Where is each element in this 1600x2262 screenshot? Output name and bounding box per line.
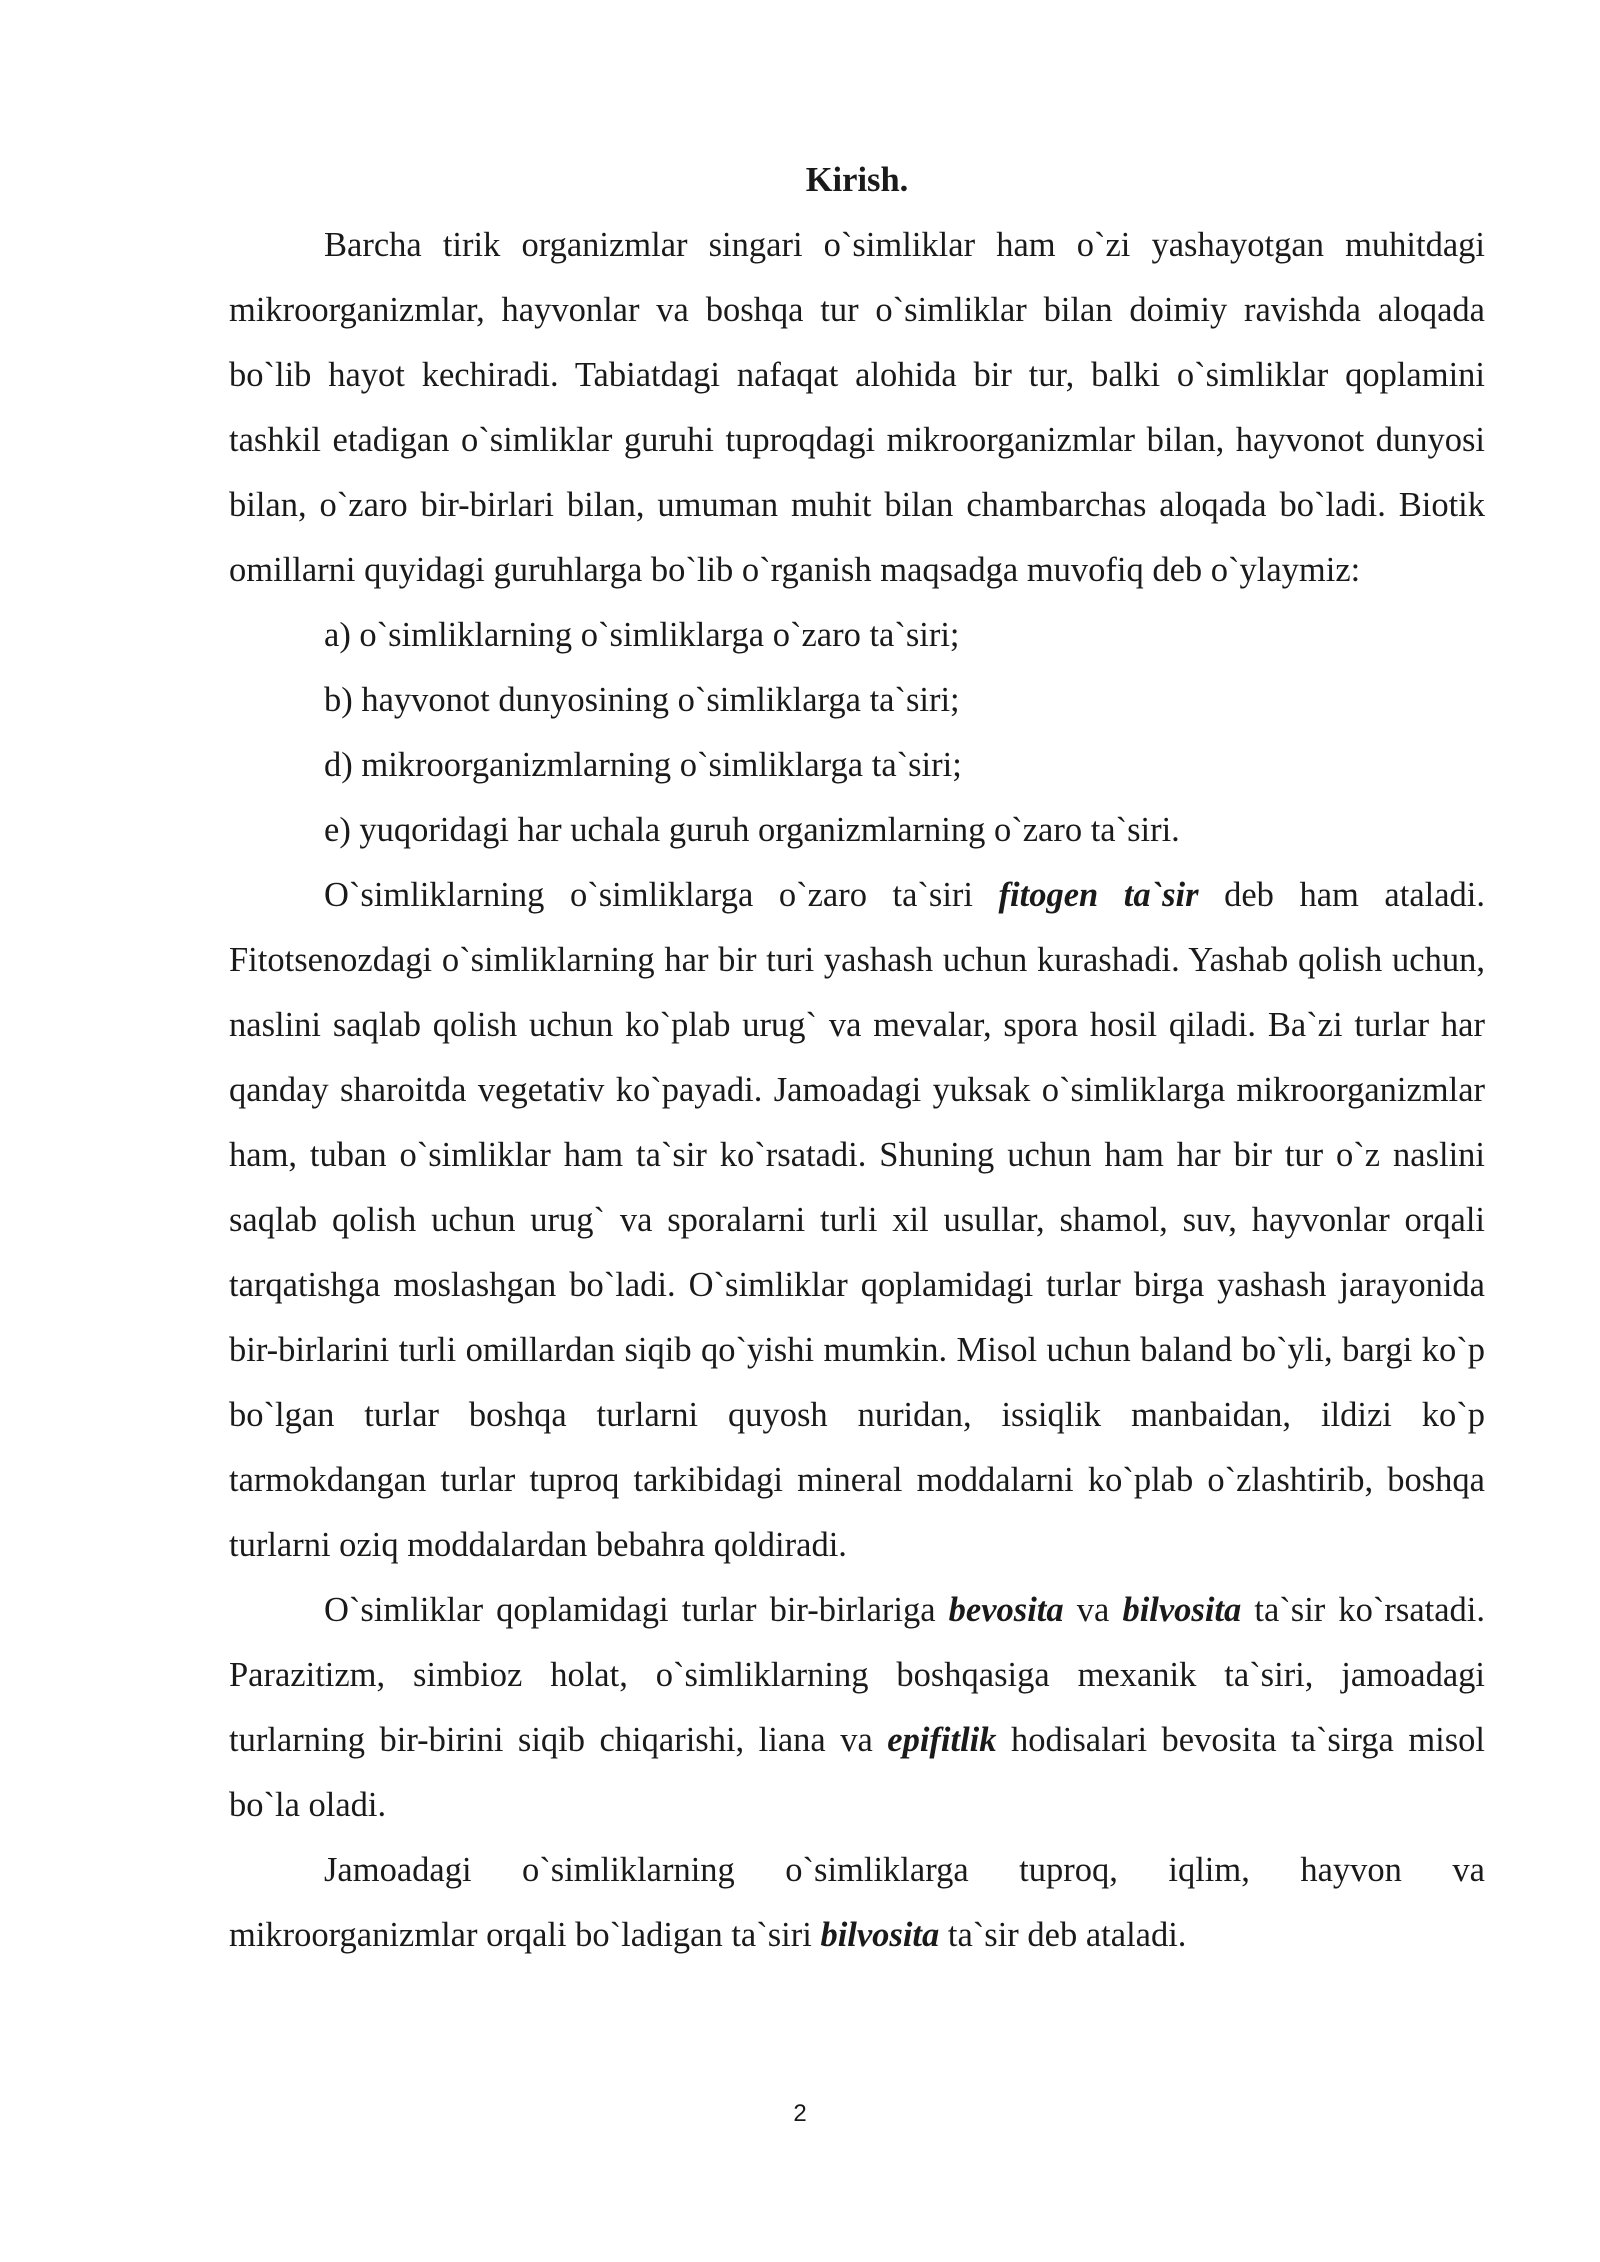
page-body [229,148,1485,1968]
list-item-d: d) mikroorganizmlarning o`simliklarga ta`siri; [324,746,962,784]
list-item-e: e) yuqoridagi har uchala guruh organizmlarning o`zaro ta`siri. [324,811,1180,849]
list-item-a: a) o`simliklarning o`simliklarga o`zaro ta`siri; [324,616,960,654]
term-bilvosita: bilvosita [1122,1591,1242,1629]
page-number: 2 [793,2100,807,2127]
text-span: ta`sir deb ataladi. [939,1916,1187,1954]
paragraph-bilvosita [229,1838,1485,1968]
paragraph-fitogen [229,863,1485,1578]
text-span: va [1063,1591,1123,1629]
paragraph-bevosita [229,1578,1485,1838]
term-bilvosita: bilvosita [820,1916,940,1954]
term-bevosita: bevosita [948,1591,1064,1629]
text-span: O`simliklar qoplamidagi turlar bir-birlariga [324,1591,949,1629]
text-span: ta`sir ko`rsatadi. Parazitizm, simbioz holat, o`simliklarning boshqasiga mexanik ta`siri, jamoadagi turlarning bir-birini siqib chiqarishi, liana va [229,1591,1485,1759]
text-span: O`simliklarning o`simliklarga o`zaro ta`siri [324,876,999,914]
page-title: Kirish. [805,161,909,199]
text-span: hodisalari bevosita ta`sirga misol bo`la oladi. [229,1721,1486,1824]
text-span: Jamoadagi o`simliklarning o`simliklarga tuproq, iqlim, hayvon va mikroorganizmlar orqali bo`ladigan ta`siri [229,1851,1485,1954]
paragraph-intro: Barcha tirik organizmlar singari o`simliklar ham o`zi yashayotgan muhitdagi mikroorganizmlar, hayvonlar va boshqa tur o`simliklar bilan doimiy ravishda aloqada bo`lib hayot kechiradi. Tabiatdagi nafaqat alohida bir tur, balki o`simliklar qoplamini tashkil etadigan o`simliklar guruhi tuproqdagi mikroorganizmlar bilan, hayvonot dunyosi bilan, o`zaro bir-birlari bilan, umuman muhit bilan chambarchas aloqada bo`ladi. Biotik omillarni quyidagi guruhlarga bo`lib o`rganish maqsadga muvofiq deb o`ylaymiz: [229,226,1485,589]
term-fitogen-tasir: fitogen ta`sir [998,876,1199,914]
text-span: deb ham ataladi. Fitotsenozdagi o`simliklarning har bir turi yashash uchun kurashadi. Yashab qolish uchun, naslini saqlab qolish uchun ko`plab urug` va mevalar, spora hosil qiladi. Ba`zi turlar har qanday sharoitda vegetativ ko`payadi. Jamoadagi yuksak o`simliklarga mikroorganizmlar ham, tuban o`simliklar ham ta`sir ko`rsatadi. Shuning uchun ham har bir tur o`z naslini saqlab qolish uchun urug` va sporalarni turli xil usullar, shamol, suv, hayvonlar orqali tarqatishga moslashgan bo`ladi. O`simliklar qoplamidagi turlar birga yashash jarayonida bir-birlarini turli omillardan siqib qo`yishi mumkin. Misol uchun baland bo`yli, bargi ko`p bo`lgan turlar boshqa turlarni quyosh nuridan, issiqlik manbaidan, ildizi ko`p tarmokdangan turlar tuproq tarkibidagi mineral moddalarni ko`plab o`zlashtirib, boshqa turlarni oziq moddalardan bebahra qoldiradi. [229,876,1485,1564]
term-epifitlik: epifitlik [887,1721,997,1759]
list-item-b: b) hayvonot dunyosining o`simliklarga ta`siri; [324,681,960,719]
